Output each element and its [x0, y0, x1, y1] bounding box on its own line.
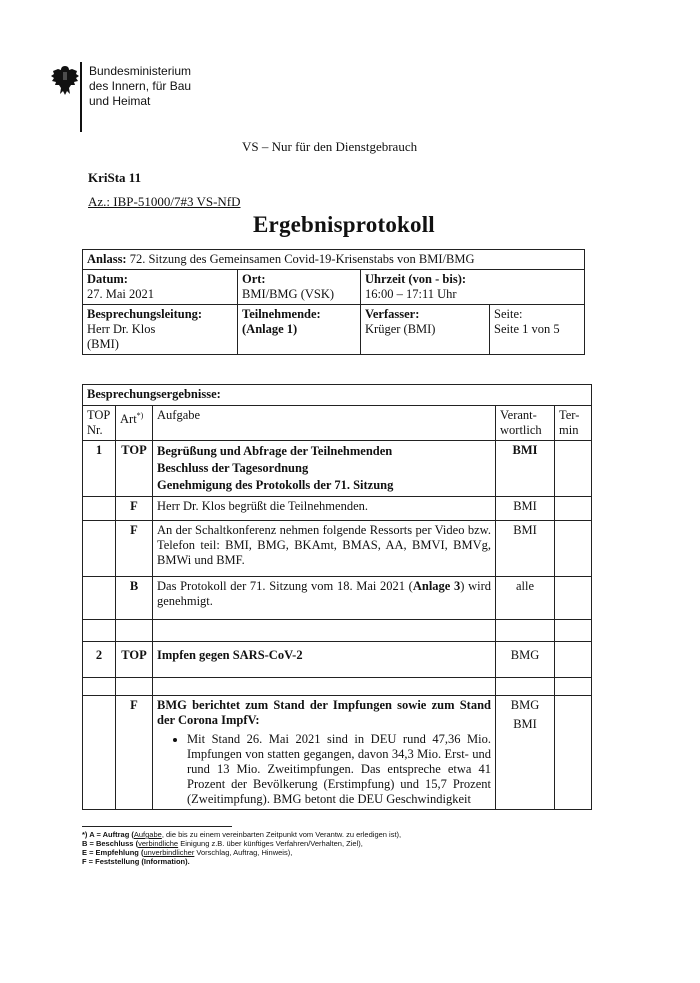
- ministry-name: [89, 64, 191, 109]
- ministry-line: des Innern, für Bau: [89, 79, 192, 93]
- verfasser-cell: [361, 305, 490, 355]
- col-top-line: TOP: [87, 408, 111, 422]
- leitung-value-org: (BMI): [87, 337, 119, 351]
- row-verant: BMI: [496, 521, 555, 577]
- anlass-cell: [83, 250, 585, 270]
- row-art: F: [116, 696, 153, 810]
- row-verant: BMG: [496, 642, 555, 678]
- fn-text: E = Empfehlung (: [82, 848, 144, 857]
- text-segment-bold: Anlage 3: [412, 579, 461, 593]
- meeting-info-table: [82, 249, 585, 355]
- uhrzeit-value: 16:00 – 17:11 Uhr: [365, 287, 457, 301]
- row-aufgabe: [153, 696, 496, 810]
- classification-label: VS – Nur für den Dienstgebrauch: [242, 139, 418, 154]
- fn-text: *) A = Auftrag (: [82, 830, 134, 839]
- agenda-line: Beschluss der Tagesordnung: [157, 461, 309, 475]
- fn-text: , die bis zu einem vereinbarten Zeitpunkt vom Verantw. zu erledigen ist),: [161, 830, 402, 839]
- fn-text: Einigung z.B. über künftiges Verfahren/Verhalten, Ziel),: [178, 839, 363, 848]
- row-aufgabe: Impfen gegen SARS-CoV-2: [153, 642, 496, 678]
- row-art: TOP: [116, 441, 153, 497]
- row-nr: [83, 696, 116, 810]
- fn-text: Vorschlag, Auftrag, Hinweis),: [194, 848, 293, 857]
- anlass-label: Anlass:: [87, 252, 127, 266]
- seite-cell: [490, 305, 585, 355]
- row-verant: BMI: [496, 497, 555, 521]
- fn-text-underlined: unverbindlicher: [143, 848, 195, 857]
- ort-value: BMI/BMG (VSK): [242, 287, 335, 301]
- footnote-line: [82, 830, 401, 839]
- krista-number: KriSta 11: [88, 170, 142, 185]
- text-segment: Das Protokoll der 71. Sitzung vom 18. Mai 2021 (: [157, 579, 413, 593]
- footnote: [82, 830, 401, 866]
- verfasser-value: Krüger (BMI): [365, 322, 436, 336]
- row-art: F: [116, 521, 153, 577]
- row-termin: [555, 521, 592, 577]
- row-nr: 1: [83, 441, 116, 497]
- footnote-line: [82, 857, 401, 866]
- col-top-line: Nr.: [87, 423, 103, 437]
- seite-label: Seite:: [494, 307, 523, 321]
- ministry-line: Bundesministerium: [89, 64, 192, 78]
- empty-cell: [116, 620, 153, 642]
- table-header-row: [83, 406, 592, 441]
- empty-cell: [153, 678, 496, 696]
- empty-cell: [83, 620, 116, 642]
- letterhead-divider: [80, 62, 82, 132]
- table-row-empty: [83, 678, 592, 696]
- row-verant: [496, 696, 555, 810]
- footnote-line: [82, 848, 401, 857]
- fn-text-underlined: verbindliche: [138, 839, 179, 848]
- row-nr: [83, 521, 116, 577]
- fn-text: F = Feststellung (Information).: [82, 857, 190, 866]
- verfasser-label: Verfasser:: [365, 307, 420, 321]
- col-termin: [555, 406, 592, 441]
- table-row: [83, 497, 592, 521]
- col-top: [83, 406, 116, 441]
- leitung-label: Besprechungsleitung:: [87, 307, 203, 321]
- seite-value: Seite 1 von 5: [494, 322, 560, 336]
- row-art: B: [116, 577, 153, 620]
- col-termin-line: Ter-: [559, 408, 580, 422]
- row-nr: [83, 497, 116, 521]
- verant-line: BMG: [510, 698, 540, 712]
- col-art: [116, 406, 153, 441]
- teilnehmende-label: Teilnehmende:: [242, 307, 321, 321]
- table-row-empty: [83, 620, 592, 642]
- file-reference: Az.: IBP-51000/7#3 VS-NfD: [88, 194, 241, 209]
- list-item: • Mit Stand 26. Mai 2021 sind in DEU rund 47,36 Mio. Impfungen von statten gegangen, davon 34,3 Mio. Erst- und rund 13 Mio. Zweitimpfungen. Das entspreche etwa 41 Prozent der Bevölkerung (Erstimpfung) und 15,7 Prozent (Zweitimpfung). BMG betont die DEU Geschwindigkeit: [187, 732, 491, 807]
- row-termin: [555, 696, 592, 810]
- col-aufgabe: Aufgabe: [153, 406, 496, 441]
- row-nr: [83, 577, 116, 620]
- verant-line: BMI: [513, 717, 537, 731]
- text-segment: ) wird genehmigt.: [157, 579, 492, 608]
- fn-text-underlined: Aufgabe: [133, 830, 162, 839]
- col-art-label: Art: [120, 412, 137, 427]
- bullet-list: [157, 732, 491, 807]
- row-aufgabe: [153, 441, 496, 497]
- empty-cell: [153, 620, 496, 642]
- anlass-value: 72. Sitzung des Gemeinsamen Covid-19-Krisenstabs von BMI/BMG: [129, 252, 475, 266]
- footnote-line: [82, 839, 401, 848]
- row-verant: BMI: [496, 441, 555, 497]
- col-verant-line: wortlich: [500, 423, 542, 437]
- teilnehmende-cell: [238, 305, 361, 355]
- ort-cell: [238, 270, 361, 305]
- row-verant: alle: [496, 577, 555, 620]
- row-termin: [555, 577, 592, 620]
- table-row: [83, 577, 592, 620]
- row-aufgabe: An der Schaltkonferenz nehmen folgende Ressorts per Video bzw. Telefon teil: BMI, BMG, BKAmt, BMAS, AA, BMVI, BMVg, BMWi und BMF.: [153, 521, 496, 577]
- uhrzeit-cell: [361, 270, 585, 305]
- agenda-line: Begrüßung und Abfrage der Teilnehmenden: [157, 444, 393, 458]
- datum-cell: [83, 270, 238, 305]
- teilnehmende-value: (Anlage 1): [242, 322, 298, 336]
- results-table: [82, 384, 592, 810]
- empty-cell: [116, 678, 153, 696]
- row-termin: [555, 497, 592, 521]
- empty-cell: [496, 678, 555, 696]
- row-aufgabe: [153, 577, 496, 620]
- table-row: [83, 521, 592, 577]
- row-termin: [555, 642, 592, 678]
- ort-label: Ort:: [242, 272, 266, 286]
- ministry-line: und Heimat: [89, 94, 151, 108]
- fn-text: B = Beschluss (: [82, 839, 139, 848]
- row-nr: 2: [83, 642, 116, 678]
- empty-cell: [555, 678, 592, 696]
- col-verant-line: Verant-: [500, 408, 537, 422]
- row-aufgabe: Herr Dr. Klos begrüßt die Teilnehmenden.: [153, 497, 496, 521]
- table-row: [83, 642, 592, 678]
- row-termin: [555, 441, 592, 497]
- empty-cell: [496, 620, 555, 642]
- col-art-footnote-mark: *): [136, 411, 144, 420]
- datum-value: 27. Mai 2021: [87, 287, 155, 301]
- col-verantwortlich: [496, 406, 555, 441]
- uhrzeit-label: Uhrzeit (von - bis):: [365, 272, 467, 286]
- report-heading: BMG berichtet zum Stand der Impfungen sowie zum Stand der Corona ImpfV:: [157, 698, 491, 727]
- table-row: [83, 696, 592, 810]
- leitung-cell: [83, 305, 238, 355]
- col-termin-line: min: [559, 423, 579, 437]
- table-row: [83, 441, 592, 497]
- leitung-value: Herr Dr. Klos: [87, 322, 156, 336]
- federal-eagle-icon: [50, 64, 80, 98]
- page-title: Ergebnisprotokoll: [253, 212, 435, 237]
- empty-cell: [555, 620, 592, 642]
- datum-label: Datum:: [87, 272, 128, 286]
- empty-cell: [83, 678, 116, 696]
- results-heading: Besprechungsergebnisse:: [83, 385, 592, 406]
- row-art: TOP: [116, 642, 153, 678]
- agenda-line: Genehmigung des Protokolls der 71. Sitzung: [157, 478, 394, 492]
- row-art: F: [116, 497, 153, 521]
- footnote-divider: [82, 826, 232, 827]
